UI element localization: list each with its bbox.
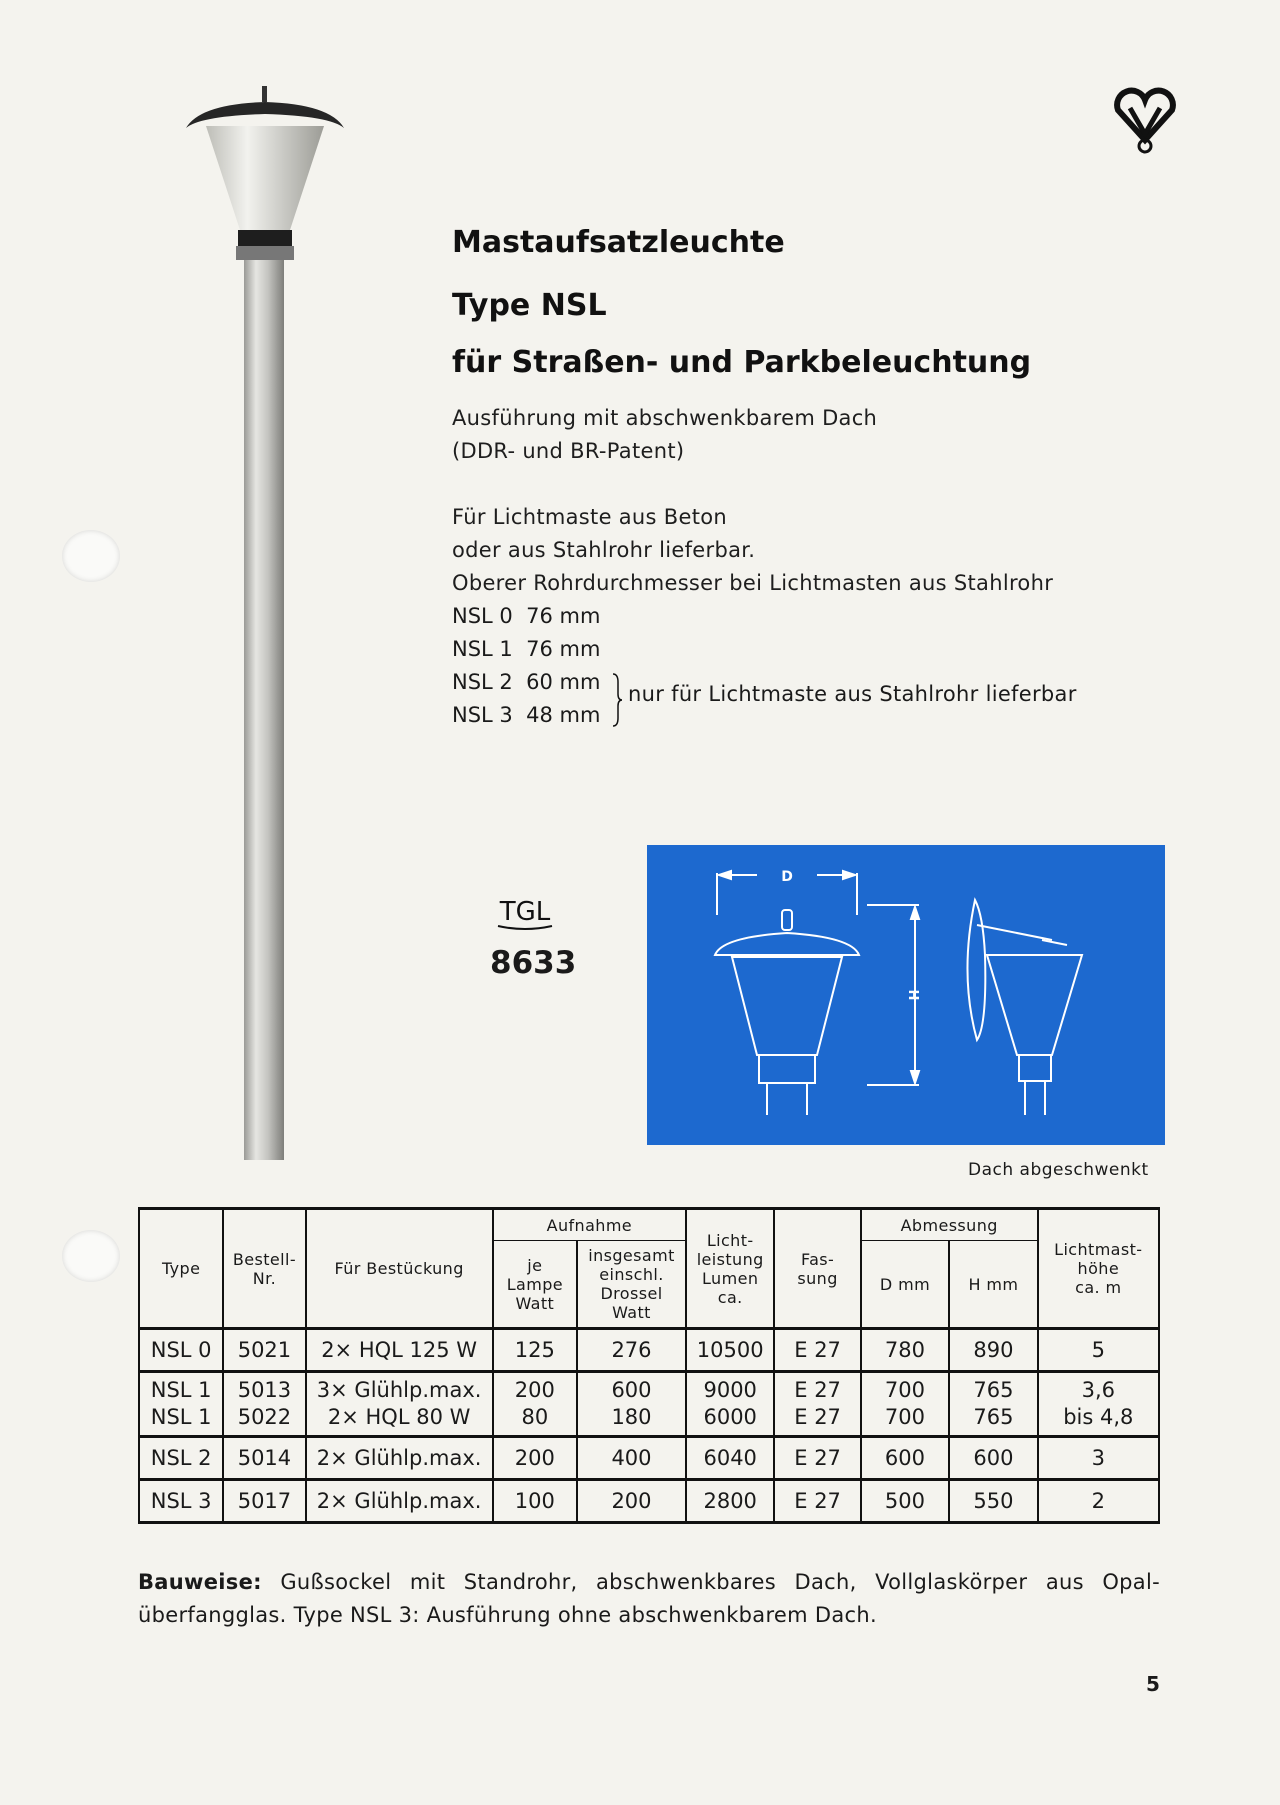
col-header-bestell-nr: Bestell- Nr. [223,1209,305,1329]
availability-line: Oberer Rohrdurchmesser bei Lichtmasten aus Stahlrohr [452,571,1054,595]
availability-line: Für Lichtmaste aus Beton [452,505,727,529]
description-line: Ausführung mit abschwenkbarem Dach [452,406,878,430]
diameter-item: NSL 0 76 mm [452,604,601,628]
diameter-item: NSL 1 76 mm [452,637,601,661]
col-header-lichtleistung: Licht- leistung Lumen ca. [686,1209,774,1329]
cell-nr: 5021 [223,1329,305,1372]
cell-d: 500 [861,1480,949,1523]
tgl-number: 8633 [490,945,577,981]
table-row [139,1480,1159,1523]
cell-bestueckung: 3× Glühlp.max. 2× HQL 80 W [306,1372,493,1437]
col-header-bestueckung: Für Bestückung [306,1209,493,1329]
cell-d: 600 [861,1437,949,1480]
cell-fassung: E 27 [774,1329,860,1372]
binder-hole-top [62,530,120,582]
cell-fassung: E 27 [774,1437,860,1480]
description-line: (DDR- und BR-Patent) [452,439,685,463]
cell-hoehe: 3,6 bis 4,8 [1038,1372,1159,1437]
lamp-photo [180,80,350,1180]
cell-insgesamt: 276 [577,1329,686,1372]
manufacturer-logo [1110,82,1180,162]
table-row [139,1329,1159,1372]
description [452,402,877,468]
svg-text:D: D [781,869,793,885]
cell-lumen: 10500 [686,1329,774,1372]
cell-h: 550 [949,1480,1037,1523]
col-header-aufnahme: Aufnahme [493,1209,686,1241]
table-row [139,1437,1159,1480]
col-header-insgesamt: insgesamt einschl. Drossel Watt [577,1241,686,1329]
cell-fassung: E 27 E 27 [774,1372,860,1437]
cell-lumen: 9000 6000 [686,1372,774,1437]
col-header-d-mm: D mm [861,1241,949,1329]
cell-fassung: E 27 [774,1480,860,1523]
cell-type: NSL 0 [139,1329,223,1372]
svg-text:TGL: TGL [499,897,551,927]
construction-label: Bauweise: [138,1570,262,1594]
diameter-item: NSL 3 48 mm [452,703,601,727]
cell-hoehe: 2 [1038,1480,1159,1523]
cell-bestueckung: 2× Glühlp.max. [306,1437,493,1480]
cell-je-lampe: 200 [493,1437,577,1480]
cell-hoehe: 5 [1038,1329,1159,1372]
diameter-list [452,600,600,732]
page-number: 5 [1146,1672,1160,1696]
construction-note [138,1566,1160,1632]
diameter-item: NSL 2 60 mm [452,670,601,694]
cell-nr: 5013 5022 [223,1372,305,1437]
table-row [139,1372,1159,1437]
cell-d: 780 [861,1329,949,1372]
binder-hole-bottom [62,1230,120,1282]
svg-text:H: H [905,989,920,1001]
tgl-standard-mark [490,892,560,932]
col-header-h-mm: H mm [949,1241,1037,1329]
cell-type: NSL 2 [139,1437,223,1480]
cell-type: NSL 3 [139,1480,223,1523]
cell-insgesamt: 200 [577,1480,686,1523]
cell-nr: 5014 [223,1437,305,1480]
cell-lumen: 6040 [686,1437,774,1480]
usage-title: für Straßen- und Parkbeleuchtung [452,345,1032,380]
cell-je-lampe: 100 [493,1480,577,1523]
availability-line: oder aus Stahlrohr lieferbar. [452,538,756,562]
cell-bestueckung: 2× HQL 125 W [306,1329,493,1372]
construction-text: Gußsockel mit Standrohr, abschwenkbares Dach, Vollglaskörper aus Opal-überfangglas. Type NSL 3: Ausführung ohne abschwenkbarem Dach. [138,1570,1160,1627]
cell-d: 700 700 [861,1372,949,1437]
cell-je-lampe: 125 [493,1329,577,1372]
cell-h: 765 765 [949,1372,1037,1437]
page-title: Mastaufsatzleuchte [452,225,785,260]
cell-h: 600 [949,1437,1037,1480]
col-header-fassung: Fas- sung [774,1209,860,1329]
cell-lumen: 2800 [686,1480,774,1523]
technical-drawing [647,845,1165,1145]
cell-nr: 5017 [223,1480,305,1523]
diameter-note: nur für Lichtmaste aus Stahlrohr lieferbar [628,682,1077,706]
spec-table [138,1207,1160,1524]
brace-icon [612,672,622,728]
cell-insgesamt: 400 [577,1437,686,1480]
type-title: Type NSL [452,288,607,323]
availability [452,501,1053,600]
col-header-je-lampe: je Lampe Watt [493,1241,577,1329]
cell-je-lampe: 200 80 [493,1372,577,1437]
drawing-caption: Dach abgeschwenkt [968,1160,1149,1180]
col-header-masthoehe: Lichtmast- höhe ca. m [1038,1209,1159,1329]
cell-hoehe: 3 [1038,1437,1159,1480]
cell-h: 890 [949,1329,1037,1372]
cell-bestueckung: 2× Glühlp.max. [306,1480,493,1523]
cell-type: NSL 1 NSL 1 [139,1372,223,1437]
col-header-type: Type [139,1209,223,1329]
col-header-abmessung: Abmessung [861,1209,1038,1241]
cell-insgesamt: 600 180 [577,1372,686,1437]
